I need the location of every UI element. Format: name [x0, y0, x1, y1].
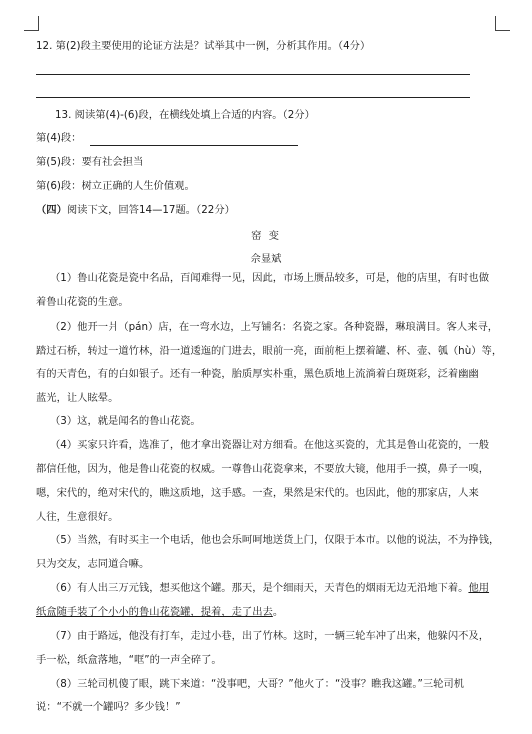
question-12: 12. 第(2)段主要使用的论证方法是？试举其中一例，分析其作用。（4分） [36, 40, 371, 52]
section4-heading [36, 203, 235, 217]
story-author: 佘显斌 [250, 253, 282, 265]
crop-mark-right [495, 16, 510, 31]
p8-line1: （8）三轮司机傻了眼，跳下来道：“没事吧，大哥？”他火了：“没事？瞧我这罐。”三轮司机 [50, 678, 465, 690]
para5-answer: 第(5)段：要有社会担当 [36, 156, 144, 168]
story-title: 窑 变 [251, 230, 281, 242]
answer-line-1[interactable] [36, 74, 470, 75]
p5-line1: （5）当然，有时买主一个电话，他也会乐呵呵地送货上门，仅限于本市。以他的说法，不为挣钱， [50, 534, 500, 546]
p2-line1: （2）他开一爿（pán）店，在一弯水边，上写铺名：名瓷之家。各种瓷器，琳琅满目。客人来寻， [50, 321, 499, 333]
p4-line1: （4）买家只许看，选准了，他才拿出瓷器让对方细看。在他这买瓷的，尤其是鲁山花瓷的，一般 [50, 439, 490, 451]
p4-line4: 人往，生意很好。 [36, 511, 119, 523]
para4-label: 第(4)段： [36, 132, 82, 144]
question-13: 13. 阅读第(4)-(6)段，在横线处填上合适的内容。（2分） [55, 109, 315, 121]
answer-line-2[interactable] [36, 97, 470, 98]
p6-line2 [36, 605, 283, 619]
p6-line1-text: （6）有人出三万元钱，想买他这个罐。那天，是个细雨天，天青色的烟雨无边无沿地下着。 [50, 582, 469, 594]
p3: （3）这，就是闻名的鲁山花瓷。 [50, 415, 201, 427]
section4-number: （四） [36, 204, 67, 216]
section4-instruction: 阅读下文，回答14—17题。（22分） [66, 204, 235, 216]
p2-line3: 有的天青色，有的白如银子。还有一种瓷，胎质厚实朴重，黑色质地上流淌着白斑斑彩，泛着幽幽 [36, 368, 479, 380]
p6-underlined-sentence: 纸盒随手装了个小小的鲁山花瓷罐，提着，走了出去 [36, 606, 273, 618]
p7-line1: （7）由于路远，他没有打车，走过小巷，出了竹林。这时，一辆三轮车冲了出来，他躲闪不及， [50, 630, 490, 642]
p4-line3: 嗯，宋代的，绝对宋代的，瞧这质地，这手感。一查，果然是宋代的。也因此，他的那家店，人来 [36, 487, 479, 499]
p2-line2: 踏过石桥，转过一道竹林，沿一道逶迤的门进去，眼前一亮，面前柜上摆着罐、杯、壶、瓠（hù）等， [36, 345, 503, 357]
p4-line2: 都信任他，因为，他是鲁山花瓷的权威。一尊鲁山花瓷拿来，不要放大镜，他用手一摸，鼻子一嗅， [36, 463, 490, 475]
p1-line2: 着鲁山花瓷的生意。 [36, 296, 129, 308]
p7-line2: 手一松，纸盒落地，“哐”的一声全碎了。 [36, 654, 222, 666]
p6-underlined-start: 他用 [468, 582, 490, 594]
p1-line1: （1）鲁山花瓷是瓷中名品，百闻难得一见，因此，市场上赝品较多，可是，他的店里，有时也做 [50, 272, 490, 284]
para4-answer-line[interactable] [90, 145, 298, 146]
p6-line1 [50, 581, 489, 595]
crop-mark-left [24, 16, 39, 31]
p6-line2-end: 。 [272, 606, 284, 618]
p8-line2: 说：“不就一个罐吗？多少钱！” [36, 701, 181, 713]
para6-answer: 第(6)段：树立正确的人生价值观。 [36, 180, 195, 192]
p2-line4: 蓝光，让人眩晕。 [36, 392, 119, 404]
p5-line2: 只为交友，志同道合嘛。 [36, 558, 150, 570]
